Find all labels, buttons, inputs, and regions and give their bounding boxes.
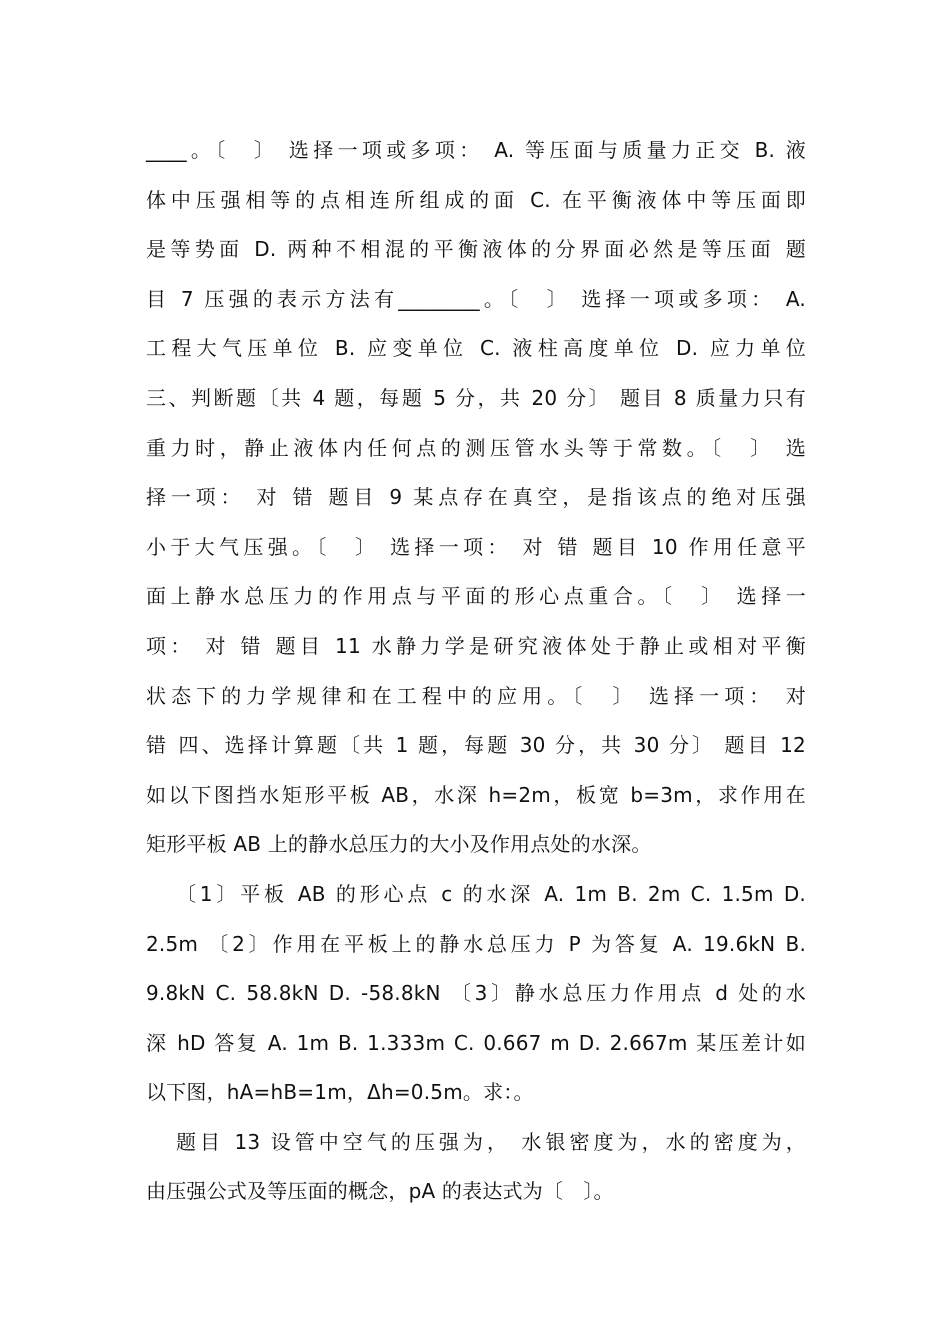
text-line-21: 题目 13 设管中空气的压强为， 水银密度为，水的密度为， (176, 1129, 806, 1154)
text-line-13: 错 四、选择计算题〔共 1 题，每题 30 分，共 30 分〕 题目 12 (146, 733, 806, 758)
text-line-11: 项： 对 错 题目 11 水静力学是研究液体处于静止或相对平衡 (146, 633, 806, 658)
text-line-17: 2.5m 〔2〕作用在平板上的静水总压力 P 为答复 A. 19.6kN B. (146, 931, 806, 956)
text-line-19: 深 hD 答复 A. 1m B. 1.333m C. 0.667 m D. 2.667m 某压差计如 (146, 1030, 806, 1055)
text-line-5: 工程大气压单位 B. 应变单位 C. 液柱高度单位 D. 应力单位 (146, 336, 806, 361)
text-line-7: 重力时，静止液体内任何点的测压管水头等于常数。〔 〕 选 (146, 435, 806, 460)
text-line-18: 9.8kN C. 58.8kN D. -58.8kN 〔3〕静水总压力作用点 d 处的水 (146, 981, 806, 1006)
text-line-9: 小于大气压强。〔 〕 选择一项： 对 错 题目 10 作用任意平 (146, 534, 806, 559)
text-line-8: 择一项： 对 错 题目 9 某点存在真空，是指该点的绝对压强 (146, 485, 806, 510)
text-line-1: ____。〔 〕 选择一项或多项： A. 等压面与质量力正交 B. 液 (146, 138, 806, 162)
text-line-20: 以下图，hA=hB=1m，Δh=0.5m。求：。 (146, 1080, 534, 1105)
text-line-14: 如以下图挡水矩形平板 AB，水深 h=2m，板宽 b=3m，求作用在 (146, 782, 806, 807)
text-line-15: 矩形平板 AB 上的静水总压力的大小及作用点处的水深。 (146, 832, 652, 857)
text-line-4: 目 7 压强的表示方法有________。〔 〕 选择一项或多项： A. (146, 286, 806, 311)
document-body (146, 126, 806, 1217)
text-line-3: 是等势面 D. 两种不相混的平衡液体的分界面必然是等压面 题 (146, 237, 806, 262)
text-line-2: 体中压强相等的点相连所组成的面 C. 在平衡液体中等压面即 (146, 187, 806, 212)
text-line-12: 状态下的力学规律和在工程中的应用。〔 〕 选择一项： 对 (146, 683, 806, 708)
text-line-6: 三、判断题〔共 4 题，每题 5 分，共 20 分〕 题目 8 质量力只有 (146, 385, 806, 410)
text-line-16: 〔1〕平板 AB 的形心点 c 的水深 A. 1m B. 2m C. 1.5m D. (176, 881, 806, 906)
text-line-10: 面上静水总压力的作用点与平面的形心点重合。〔 〕 选择一 (146, 584, 806, 609)
text-line-22: 由压强公式及等压面的概念，pA 的表达式为〔 〕。 (146, 1179, 614, 1204)
